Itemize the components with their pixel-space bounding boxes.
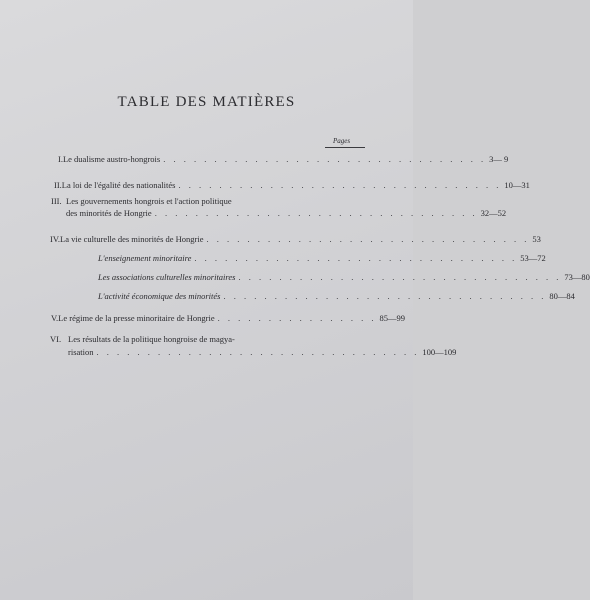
toc-leader-dots: . . . . . . . . . . . . . . . . . . . . . . . . . . . . . . . . [206,234,530,244]
toc-leader-dots: . . . . . . . . . . . . . . . . . . . . . . . . . . . . . . . . [223,291,547,301]
toc-entry [51,313,406,324]
toc-leader-dots: . . . . . . . . . . . . . . . . . . . . . . . . . . . . . . . . [194,253,518,263]
toc-entry-number: IV. [50,234,60,244]
toc-entry-number: II. [54,180,62,190]
toc-subentry [98,253,546,264]
toc-entry-title: La loi de l'égalité des nationalités [61,180,176,190]
toc-entry-title: Les gouvernements hongrois et l'action politique [66,196,232,206]
toc-entry-pages: 73—80 [564,272,590,282]
toc-entry-number: III. [51,196,62,206]
toc-entry-title: Le dualisme austro-hongrois [62,154,161,164]
toc-leader-dots: . . . . . . . . . . . . . . . . . . . . . . . . . . . . . . . . [178,180,502,190]
page-title: TABLE DES MATIÈRES [117,94,296,110]
toc-subentry [98,291,575,302]
toc-entry [54,180,530,191]
toc-entry [50,334,365,345]
toc-entry [50,234,541,245]
toc-entry-pages: 32—52 [480,208,507,218]
toc-leader-dots: . . . . . . . . . . . . . . . . . . . . . . . . . . . . . . . . [238,272,562,282]
toc-leader-dots: . . . . . . . . . . . . . . . . . . . . . . . . . . . . . . . . [154,208,478,218]
toc-entry-pages: 100—109 [422,347,457,357]
toc-entry-title: Le régime de la presse minoritaire de Hongrie [58,313,215,323]
toc-entry-number: V. [51,313,59,323]
toc-leader-dots: . . . . . . . . . . . . . . . . . . . . . . . . . . . . . . . . [163,154,487,164]
toc-entry-pages: 85—99 [379,313,406,323]
toc-entry-continuation [68,347,457,358]
pages-column-label: Pages [333,137,351,145]
toc-leader-dots: . . . . . . . . . . . . . . . . . . . . . . . . . . . . . . . . [96,347,420,357]
toc-entry-title-line2: des minorités de Hongrie [66,208,152,218]
toc-entry-pages: 10—31 [504,180,530,190]
toc-entry-number: VI. [50,334,62,344]
toc-entry-title-line2: risation [68,347,94,357]
toc-subentry-title: L'activité économique des minorités [98,291,221,301]
toc-subentry-title: Les associations culturelles minoritaires [98,272,236,282]
toc-entry-number: I. [58,154,63,164]
toc-entry-pages: 53 [532,234,541,244]
toc-entry-title: Les résultats de la politique hongroise de magya- [68,334,235,344]
toc-entry [58,154,509,165]
toc-entry [51,196,365,207]
toc-entry-pages: 53—72 [520,253,546,263]
toc-entry-title: La vie culturelle des minorités de Hongrie [60,234,204,244]
toc-entry-pages: 3— 9 [489,154,509,164]
toc-entry-continuation [66,208,507,219]
toc-leader-dots: . . . . . . . . . . . . . . . . [217,313,377,323]
toc-subentry-title: L'enseignement minoritaire [98,253,192,263]
toc-subentry [98,272,590,283]
toc-entry-pages: 80—84 [549,291,575,301]
